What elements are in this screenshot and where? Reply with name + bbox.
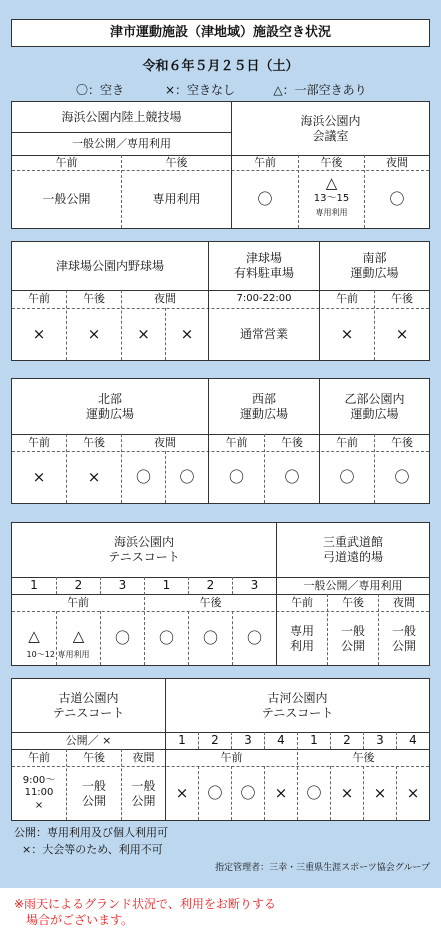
otobe-header: 乙部公園内 運動広場	[344, 391, 405, 421]
status-cell: 〇	[207, 784, 223, 803]
legend-available: 〇：空き	[75, 82, 124, 97]
status-cell: △	[325, 173, 338, 192]
status-cell: ×	[32, 325, 46, 344]
col-am: 午前	[254, 155, 276, 169]
col-am: 午前	[67, 595, 89, 609]
court-number: 1	[310, 733, 318, 747]
col-night: 夜間	[393, 595, 415, 609]
col-pm: 午後	[199, 595, 222, 609]
status-cell: 専用利用	[152, 192, 201, 206]
col-night: 夜間	[132, 750, 155, 764]
court-number: 2	[211, 733, 219, 747]
col-pm: 午後	[281, 435, 303, 449]
manager-credit: 指定管理者：三幸・三重県生涯スポーツ協会グループ	[215, 863, 430, 873]
court-number: 3	[244, 733, 252, 747]
court-number: 3	[376, 733, 384, 747]
col-pm: 午後	[83, 292, 105, 306]
table-baseball-parking-south	[11, 241, 430, 361]
kaihin-tennis-header: 海浜公園内 テニスコート	[108, 535, 180, 564]
page-title: 津市運動施設（津地域）施設空き状況	[11, 19, 430, 47]
report-date: 令和６年５月２５日（土）	[142, 58, 299, 74]
status-cell: ×	[274, 784, 288, 803]
col-am: 午前	[55, 155, 78, 169]
court-number: 2	[343, 733, 351, 747]
table-north-west-otobe	[11, 378, 430, 504]
status-cell: 通常営業	[239, 327, 288, 341]
table-kodo-furukawa-tennis	[11, 678, 430, 821]
status-cell: 〇	[257, 190, 273, 209]
status-cell: 〇	[339, 468, 355, 487]
status-cell: 〇	[135, 468, 151, 487]
furukawa-tennis-header: 古河公園内 テニスコート	[261, 690, 334, 720]
status-cell: ×	[340, 325, 354, 344]
col-pm: 午後	[391, 435, 413, 449]
status-cell: 〇	[114, 629, 130, 648]
kodo-subheader: 公開／ ×	[65, 733, 112, 747]
status-cell: 〇	[394, 468, 410, 487]
status-cell: 〇	[179, 468, 195, 487]
court-number: 4	[409, 733, 417, 747]
baseball-header: 津球場公園内野球場	[55, 258, 164, 273]
status-cell: 〇	[202, 629, 218, 648]
status-cell: ×	[180, 325, 194, 344]
table-kaihin-tennis-budokan	[11, 522, 430, 666]
conference-header: 海浜公園内 会議室	[300, 113, 361, 143]
status-cell: ×	[137, 325, 150, 344]
budokan-header: 三重武道館 弓道遠的場	[322, 535, 383, 564]
north-header: 北部 運動広場	[85, 391, 134, 421]
status-note-time: 13～15	[313, 192, 350, 204]
status-cell: ×	[32, 468, 46, 487]
col-pm: 午後	[83, 435, 105, 449]
status-cell: ×	[87, 325, 101, 344]
status-cell: 一般 公開	[340, 623, 365, 653]
col-am: 午前	[220, 750, 243, 764]
table-track-conference	[11, 101, 430, 229]
court-number: 1	[162, 578, 171, 592]
status-cell: 〇	[158, 629, 174, 648]
status-cell: 一般 公開	[131, 778, 156, 808]
track-header: 海浜公園内陸上競技場	[61, 109, 182, 124]
status-cell: ×	[340, 784, 354, 803]
legend-full: ×：空きなし	[164, 82, 236, 97]
status-cell: ×	[87, 468, 101, 487]
court-number: 1	[178, 733, 186, 747]
court-number: 2	[74, 578, 83, 592]
col-night: 夜間	[386, 155, 408, 169]
col-am: 午前	[336, 292, 358, 306]
west-header: 西部 運動広場	[239, 391, 288, 421]
note-unavailable: ×：大会等のため、利用不可	[22, 843, 163, 856]
court-number: 1	[30, 578, 38, 592]
status-cell: △	[28, 626, 40, 645]
col-pm: 午後	[391, 292, 413, 306]
status-cell: 〇	[284, 468, 300, 487]
status-note: 専用利用	[315, 208, 348, 217]
col-am: 午前	[28, 292, 50, 306]
col-am: 午前	[336, 435, 358, 449]
status-cell: 一般 公開	[81, 778, 106, 808]
note-public: 公開：専用利用及び個人利用可	[14, 826, 168, 839]
status-cell: 専用 利用	[289, 623, 314, 653]
col-pm: 午後	[165, 155, 188, 169]
col-am: 午前	[28, 750, 50, 764]
status-cell: ×	[373, 784, 387, 803]
status-cell: ×	[395, 325, 409, 344]
status-cell: 一般 公開	[391, 623, 416, 653]
budokan-subheader: 一般公開／専用利用	[303, 578, 403, 592]
col-am: 午前	[291, 595, 313, 609]
court-number: 3	[250, 578, 259, 592]
col-night: 夜間	[154, 292, 176, 306]
status-cell: 〇	[240, 784, 256, 803]
court-number: 4	[277, 733, 285, 747]
status-cell: 〇	[228, 468, 244, 487]
status-cell: ×	[175, 784, 189, 803]
parking-header: 津球場 有料駐車場	[233, 251, 294, 280]
legend-partial: △：一部空きあり	[273, 82, 367, 97]
rain-warning: ※雨天によるグランド状況で、利用をお断りする 場合がございます。	[14, 897, 276, 927]
track-subheader: 一般公開／専用利用	[72, 137, 171, 151]
col-am: 午前	[225, 435, 248, 449]
status-cell: △	[72, 626, 85, 645]
status-cell: 一般公開	[42, 192, 91, 206]
status-cell: 〇	[389, 190, 405, 209]
status-cell: ×	[406, 784, 420, 803]
col-hours: 7:00-22:00	[236, 292, 292, 304]
col-am: 午前	[28, 435, 50, 449]
col-pm: 午後	[342, 595, 364, 609]
court-number: 2	[206, 578, 215, 592]
south-header: 南部 運動広場	[350, 251, 399, 280]
col-pm: 午後	[83, 750, 105, 764]
col-pm: 午後	[320, 155, 343, 169]
status-note: 10～12 専用利用	[26, 650, 90, 659]
status-cell: 〇	[246, 629, 262, 648]
col-night: 夜間	[154, 435, 176, 449]
court-number: 3	[118, 578, 127, 592]
kodo-tennis-header: 古道公園内 テニスコート	[52, 690, 125, 720]
status-cell: 9:00～ 11:00 ×	[22, 774, 56, 811]
col-pm: 午後	[352, 750, 375, 764]
status-cell: 〇	[306, 784, 322, 803]
